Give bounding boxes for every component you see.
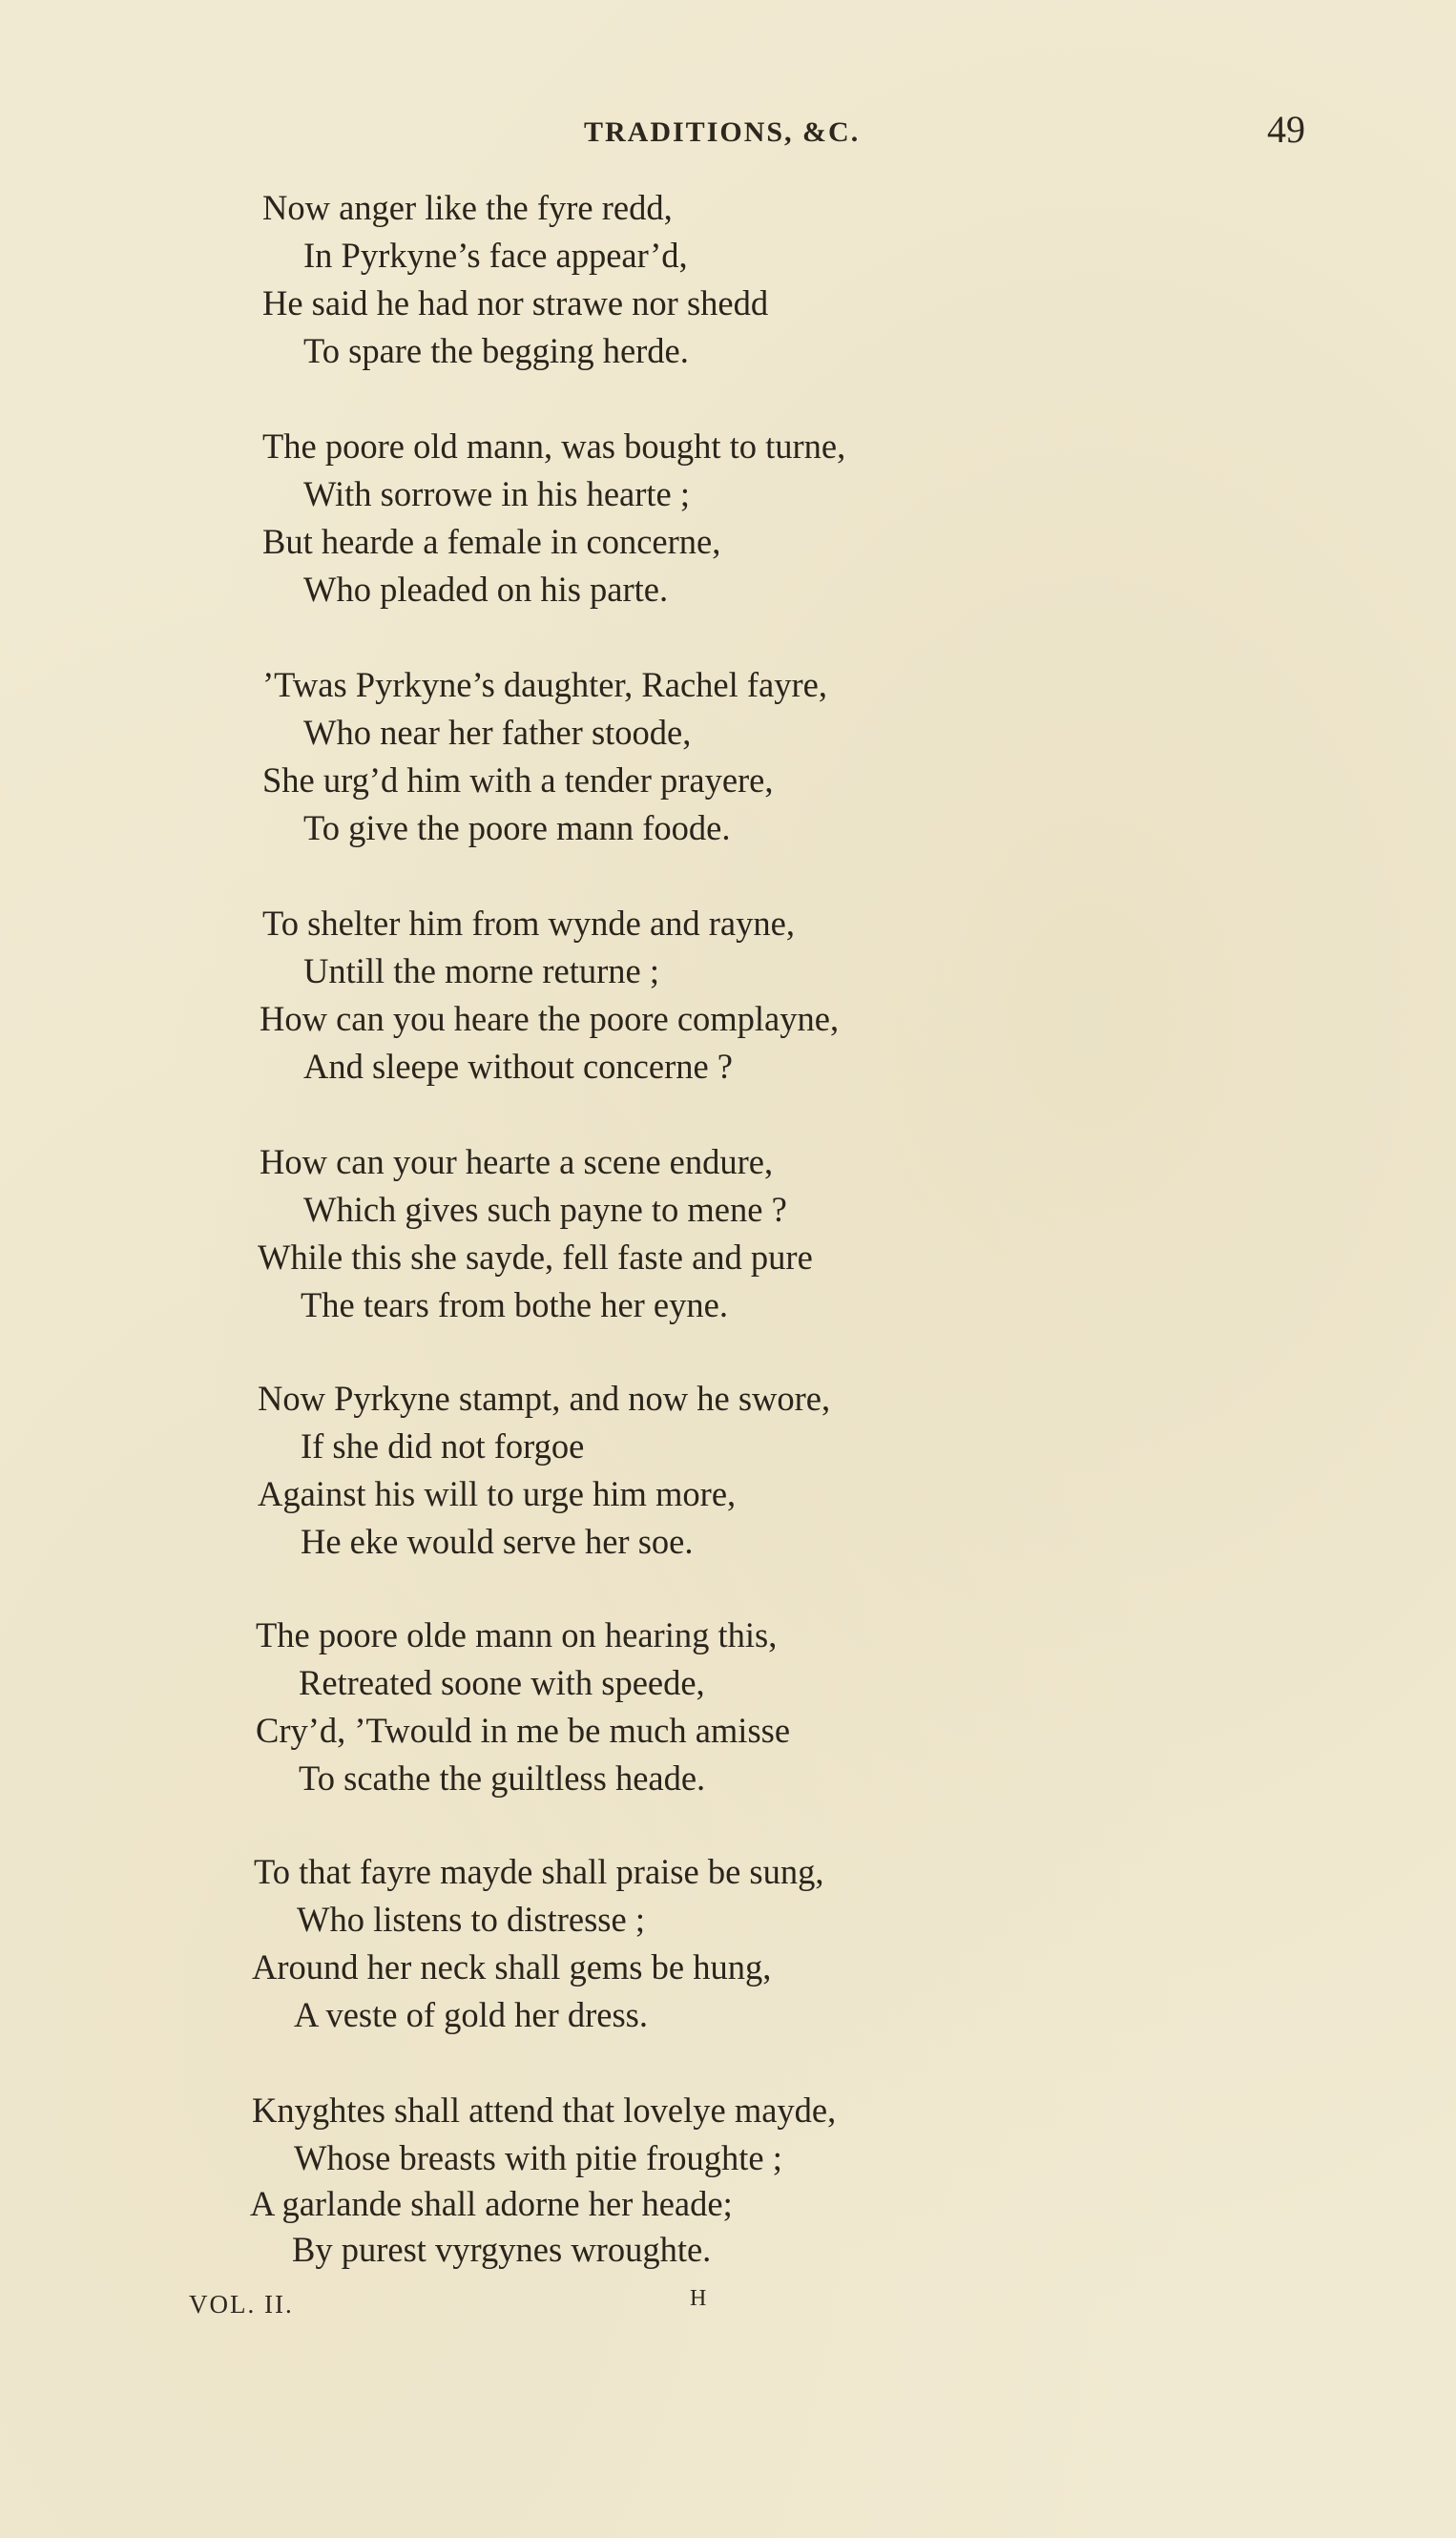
- verse-line: Cry’d, ’Twould in me be much amisse: [256, 1711, 791, 1750]
- verse-line: How can you heare the poore complayne,: [260, 999, 840, 1038]
- verse-line: He said he had nor strawe nor shedd: [262, 283, 769, 322]
- verse-line: Knyghtes shall attend that lovelye mayde,: [252, 2091, 837, 2130]
- verse-line: By purest vyrgynes wroughte.: [292, 2230, 712, 2269]
- verse-line: A garlande shall adorne her heade;: [250, 2184, 733, 2223]
- signature-mark: H: [690, 2286, 707, 2311]
- verse-line: The poore old mann, was bought to turne,: [262, 426, 846, 466]
- verse-line: Retreated soone with speede,: [299, 1663, 705, 1702]
- verse-line: To spare the begging herde.: [303, 331, 689, 370]
- verse-line: Which gives such payne to mene ?: [303, 1190, 787, 1229]
- verse-line: But hearde a female in concerne,: [262, 522, 721, 561]
- verse-line: Who pleaded on his parte.: [303, 570, 669, 609]
- verse-line: To scathe the guiltless heade.: [299, 1758, 706, 1798]
- verse-line: To that fayre mayde shall praise be sung,: [254, 1852, 824, 1891]
- verse-line: In Pyrkyne’s face appear’d,: [303, 236, 688, 275]
- verse-line: Who near her father stoode,: [303, 713, 692, 752]
- verse-line: To give the poore mann foode.: [303, 808, 731, 847]
- verse-line: To shelter him from wynde and rayne,: [262, 904, 795, 943]
- verse-line: And sleepe without concerne ?: [303, 1047, 733, 1086]
- verse-line: Around her neck shall gems be hung,: [252, 1947, 772, 1987]
- verse-line: Untill the morne returne ;: [303, 951, 660, 990]
- verse-line: While this she sayde, fell faste and pure: [258, 1238, 813, 1277]
- verse-line: Against his will to urge him more,: [258, 1474, 737, 1513]
- verse-line: Whose breasts with pitie froughte ;: [294, 2138, 782, 2177]
- verse-line: She urg’d him with a tender prayere,: [262, 760, 774, 800]
- verse-line: With sorrowe in his hearte ;: [303, 474, 690, 513]
- verse-line: A veste of gold her dress.: [294, 1995, 649, 2034]
- running-head: [0, 107, 1456, 155]
- verse-line: ’Twas Pyrkyne’s daughter, Rachel fayre,: [262, 665, 827, 704]
- verse-line: Now Pyrkyne stampt, and now he swore,: [258, 1379, 831, 1418]
- verse-line: How can your hearte a scene endure,: [260, 1142, 774, 1181]
- verse-line: The poore olde mann on hearing this,: [256, 1615, 778, 1654]
- verse-line: If she did not forgoe: [301, 1426, 585, 1466]
- verse-line: He eke would serve her soe.: [301, 1522, 694, 1561]
- verse-line: Now anger like the fyre redd,: [262, 188, 673, 227]
- verse-line: Who listens to distresse ;: [297, 1900, 645, 1939]
- volume-mark: VOL. II.: [189, 2290, 294, 2319]
- page-number: 49: [1267, 108, 1305, 151]
- running-title: TRADITIONS, &C.: [584, 116, 861, 148]
- verse-line: The tears from bothe her eyne.: [301, 1285, 728, 1324]
- page-footer: [0, 2286, 1456, 2328]
